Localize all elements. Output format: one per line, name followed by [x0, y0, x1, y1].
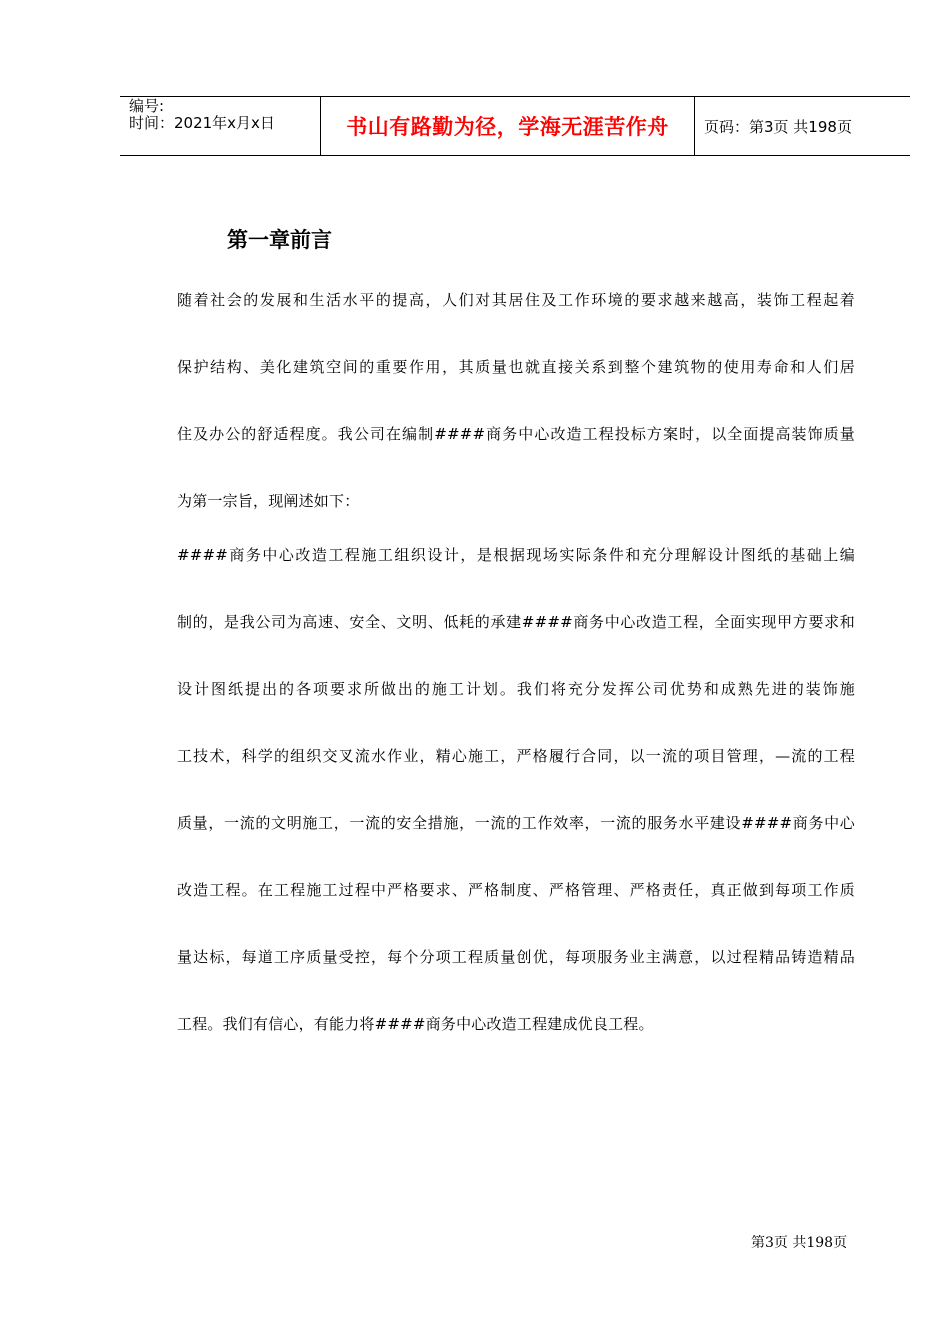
paragraph-line: 为第一宗旨，现阐述如下：: [177, 492, 360, 510]
header-motto-cell: [321, 97, 695, 155]
paragraph-line: 改造工程。在工程施工过程中严格要求、严格制度、严格管理、严格责任，真正做到每项工作质: [177, 881, 855, 899]
time-label: 时间：2021年x月x日: [129, 114, 275, 132]
paragraph-line: ####商务中心改造工程施工组织设计，是根据现场实际条件和充分理解设计图纸的基础上编: [177, 546, 855, 564]
paragraph-line: 住及办公的舒适程度。我公司在编制####商务中心改造工程投标方案时，以全面提高装饰质量: [177, 425, 855, 443]
paragraph-line: 保护结构、美化建筑空间的重要作用，其质量也就直接关系到整个建筑物的使用寿命和人们居: [177, 358, 855, 376]
paragraph-line: 随着社会的发展和生活水平的提高，人们对其居住及工作环境的要求越来越高，装饰工程起着: [177, 291, 855, 309]
page-header: [120, 96, 910, 156]
paragraph-line: 工程。我们有信心，有能力将####商务中心改造工程建成优良工程。: [177, 1015, 654, 1033]
paragraph-line: 工技术，科学的组织交叉流水作业，精心施工，严格履行合同，以一流的项目管理，—流的工程: [177, 747, 855, 765]
paragraph-line: 制的，是我公司为高速、安全、文明、低耗的承建####商务中心改造工程，全面实现甲方要求和: [177, 613, 855, 631]
header-meta-cell: [120, 97, 321, 155]
chapter-title: 第一章前言: [227, 228, 332, 252]
paragraph-line: 设计图纸提出的各项要求所做出的施工计划。我们将充分发挥公司优势和成熟先进的装饰施: [177, 680, 855, 698]
page-footer: 第3页 共198页: [751, 1235, 848, 1251]
serial-label: 编号:: [129, 97, 165, 115]
header-page-cell: [695, 97, 910, 155]
header-motto: 书山有路勤为径，学海无涯苦作舟: [346, 115, 669, 139]
paragraph-line: 质量，一流的文明施工，一流的安全措施，一流的工作效率，一流的服务水平建设####商务中心: [177, 814, 855, 832]
header-page-code: 页码：第3页 共198页: [704, 117, 852, 136]
paragraph-line: 量达标，每道工序质量受控，每个分项工程质量创优，每项服务业主满意，以过程精品铸造精品: [177, 948, 855, 966]
